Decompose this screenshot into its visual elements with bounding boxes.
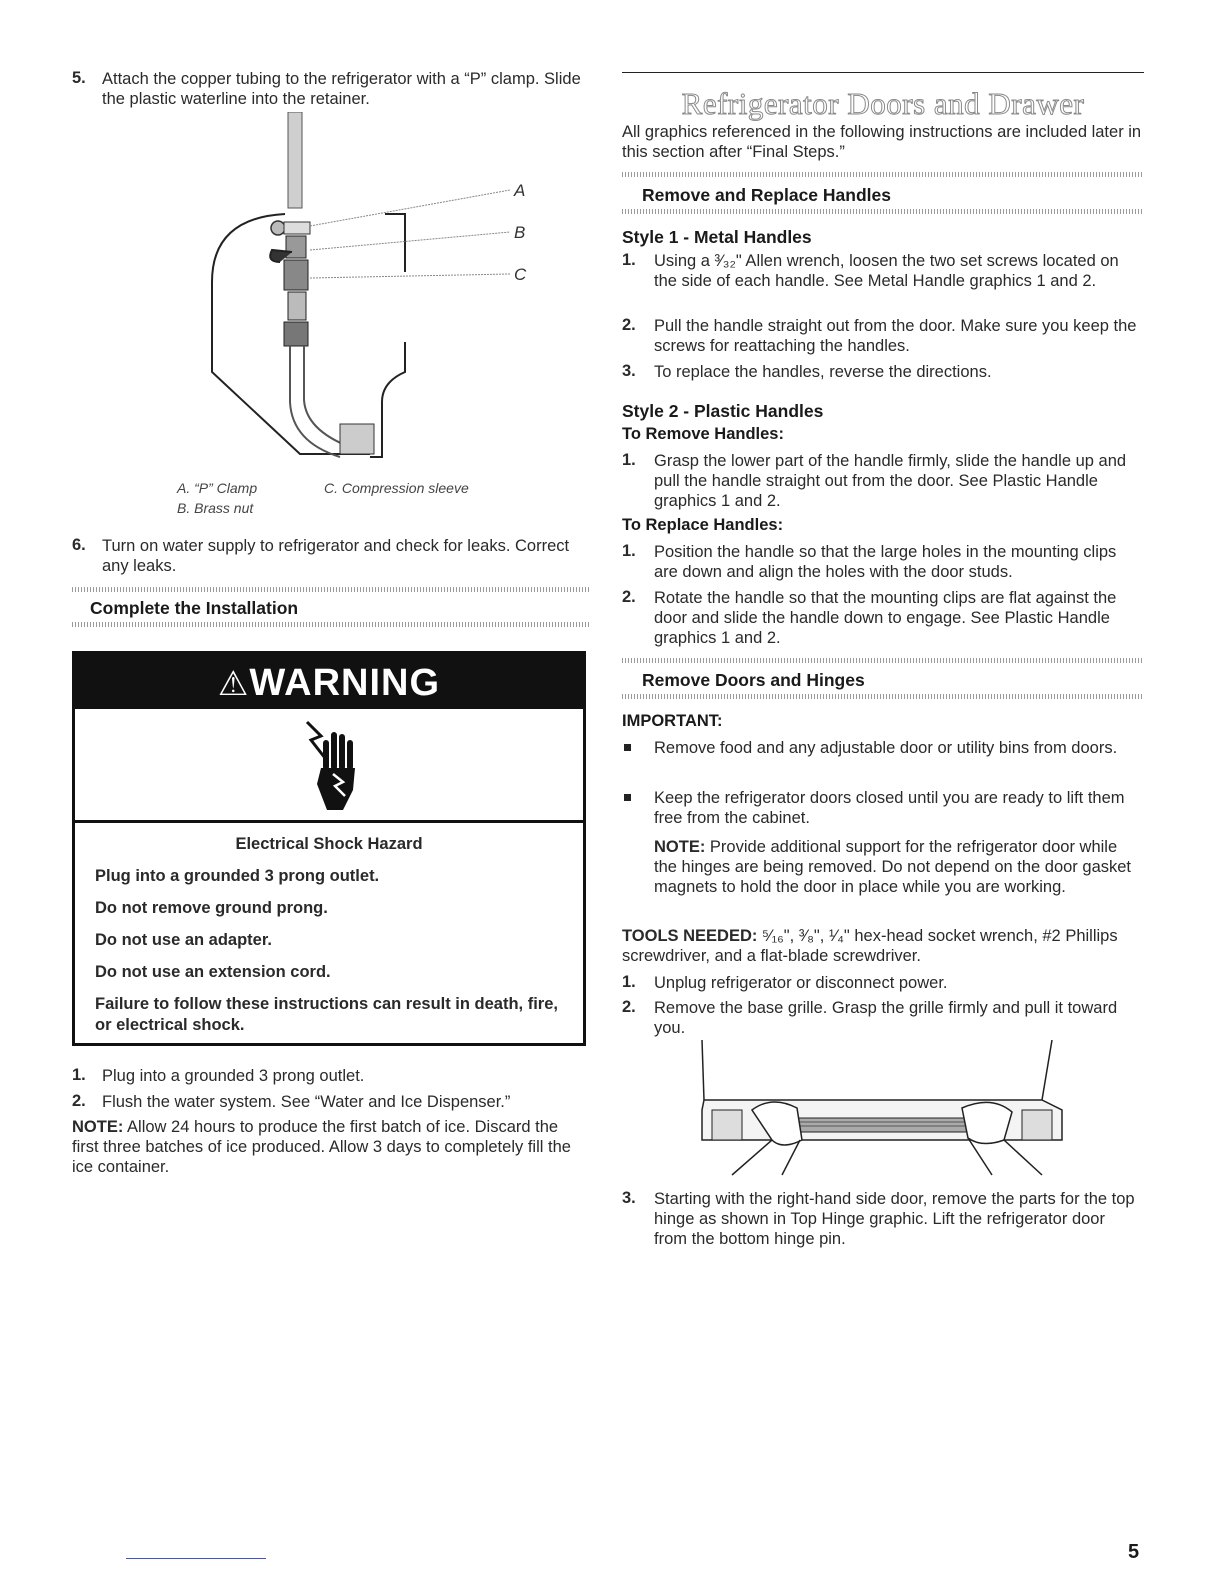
section-title: Refrigerator Doors and Drawer [681, 86, 1085, 121]
step-number: 1. [622, 451, 636, 469]
step-number: 3. [622, 1189, 636, 1207]
step-text: Grasp the lower part of the handle firmly, slide the handle up and pull the handle straight out from the door. See Plastic Handle graphics 1 and 2. [654, 452, 1127, 510]
note-label: NOTE: [654, 838, 706, 856]
step-text: Rotate the handle so that the mounting clips are flat against the door and slide the handle down to engage. See Plastic Handle graphics 1 and 2. [654, 589, 1117, 647]
hatch-divider [622, 658, 1144, 663]
warning-box [72, 651, 586, 1046]
caption-a: A. “P” Clamp [177, 480, 258, 496]
complete-installation-heading: Complete the Installation [90, 598, 299, 618]
bullet-icon [624, 794, 631, 801]
note-label: NOTE: [72, 1118, 124, 1136]
warning-line: Do not remove ground prong. [95, 899, 328, 917]
remove-handles-label: To Remove Handles: [622, 425, 784, 443]
step-text: Remove the base grille. Grasp the grille firmly and pull it toward you. [654, 999, 1118, 1037]
important-label: IMPORTANT: [622, 712, 723, 730]
warning-hazard: Electrical Shock Hazard [235, 835, 423, 853]
hatch-divider [72, 587, 590, 592]
final-step-text: Plug into a grounded 3 prong outlet. [102, 1067, 365, 1085]
warning-divider [75, 820, 583, 823]
replace-handles-label: To Replace Handles: [622, 516, 784, 534]
caption-b: B. Brass nut [177, 500, 254, 516]
warning-triangle-icon: ⚠ [217, 665, 250, 703]
step-number: 2. [622, 998, 636, 1016]
hatch-divider [622, 209, 1144, 214]
warning-header [75, 654, 583, 709]
warning-line: Failure to follow these instructions can result in death, fire, or electrical shock. [95, 995, 558, 1034]
style1-heading: Style 1 - Metal Handles [622, 227, 812, 247]
note-text: Provide additional support for the refrigerator door while the hinges are being removed. Do not depend on the door gasket magnets to hold the door in place while you are working. [654, 838, 1132, 896]
step-text: Unplug refrigerator or disconnect power. [654, 974, 948, 992]
warning-line: Do not use an extension cord. [95, 963, 331, 981]
caption-c: C. Compression sleeve [324, 480, 469, 496]
step-text: Pull the handle straight out from the door. Make sure you keep the screws for reattaching the handles. [654, 317, 1137, 355]
step-text: Using a ³⁄₃₂" Allen wrench, loosen the two set screws located on the side of each handle. See Metal Handle graphics 1 and 2. [654, 252, 1119, 290]
note-text: Allow 24 hours to produce the first batch of ice. Discard the first three batches of ice produced. Allow 3 days to completely fill the ice container. [72, 1118, 571, 1176]
warning-line: Plug into a grounded 3 prong outlet. [95, 867, 380, 885]
step-6-text: Turn on water supply to refrigerator and check for leaks. Correct any leaks. [102, 537, 570, 575]
p-clamp-illustration [200, 112, 530, 474]
step-number: 1. [622, 542, 636, 560]
label-c: C [514, 265, 527, 284]
step-text: To replace the handles, reverse the directions. [654, 363, 992, 381]
tools-needed [622, 926, 1144, 966]
handles-heading: Remove and Replace Handles [642, 185, 891, 205]
final-step-number: 2. [72, 1092, 86, 1110]
doors-heading: Remove Doors and Hinges [642, 670, 865, 690]
bullet-text: Remove food and any adjustable door or utility bins from doors. [654, 739, 1118, 757]
ice-note [72, 1117, 582, 1177]
warning-line: Do not use an adapter. [95, 931, 272, 949]
tools-text: ⁵⁄₁₆", ³⁄₈", ¹⁄₄" hex-head socket wrench, #2 Phillips screwdriver, and a flat-blade screwdriver. [622, 927, 1118, 965]
label-b: B [514, 223, 526, 242]
door-note [654, 837, 1142, 897]
label-a: A [514, 181, 526, 200]
step-text: Position the handle so that the large holes in the mounting clips are down and align the holes with the door studs. [654, 543, 1117, 581]
electric-shock-hand-icon [303, 718, 361, 810]
step-number: 2. [622, 316, 636, 334]
step-6-number: 6. [72, 536, 86, 554]
step-5-number: 5. [72, 69, 86, 87]
step-number: 3. [622, 362, 636, 380]
hatch-divider [72, 622, 590, 627]
final-step-text: Flush the water system. See “Water and Ice Dispenser.” [102, 1093, 511, 1111]
step-text: Starting with the right-hand side door, remove the parts for the top hinge as shown in Top Hinge graphic. Lift the refrigerator door from the bottom hinge pin. [654, 1190, 1135, 1248]
step-5-text: Attach the copper tubing to the refrigerator with a “P” clamp. Slide the plastic waterline into the retainer. [102, 70, 581, 108]
warning-title: WARNING [249, 662, 441, 704]
bullet-icon [624, 744, 631, 751]
bottom-link-line [126, 1558, 266, 1559]
top-rule [622, 72, 1144, 73]
step-number: 2. [622, 588, 636, 606]
tools-label: TOOLS NEEDED: [622, 927, 758, 945]
step-number: 1. [622, 973, 636, 991]
intro-text: All graphics referenced in the following instructions are included later in this section after “Final Steps.” [622, 123, 1142, 161]
hatch-divider [622, 172, 1144, 177]
style2-heading: Style 2 - Plastic Handles [622, 401, 824, 421]
bullet-text: Keep the refrigerator doors closed until you are ready to lift them free from the cabinet. [654, 789, 1125, 827]
hatch-divider [622, 694, 1144, 699]
step-number: 1. [622, 251, 636, 269]
final-step-number: 1. [72, 1066, 86, 1084]
page-number: 5 [1128, 1541, 1140, 1563]
base-grille-illustration [692, 1040, 1072, 1180]
